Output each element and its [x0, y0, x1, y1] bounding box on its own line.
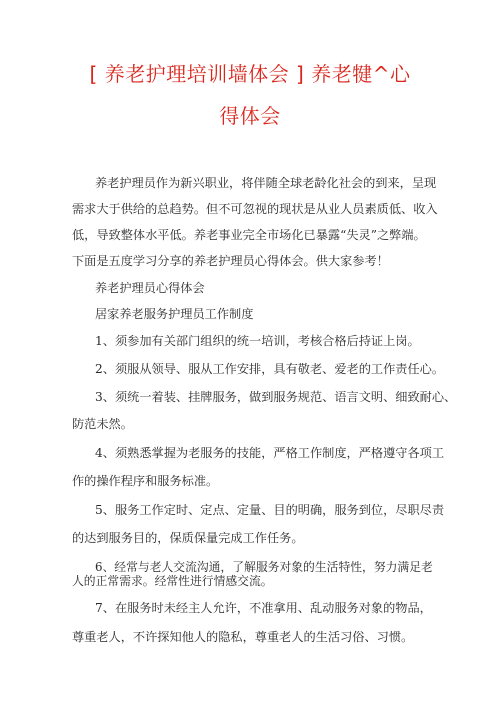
intro-line-1: 养老护理员作为新兴职业，将伴随全球老龄化社会的到来，呈现	[95, 176, 437, 190]
rule-7-line-1: 7、在服务时未经主人允许，不准拿用、乱动服务对象的物品，	[95, 601, 432, 615]
document-title-line-2: 得体会	[219, 104, 281, 128]
rule-5-line-2: 的达到服务目的，保质保量完成工作任务。	[72, 531, 304, 545]
intro-line-4: 下面是五度学习分享的养老护理员心得体会。供大家参考！	[72, 254, 389, 268]
subsection-title: 居家养老服务护理员工作制度	[95, 307, 254, 321]
intro-line-2: 需求大于供给的总趋势。但不可忽视的现状是从业人员素质低、收入	[72, 202, 438, 216]
rule-5-line-1: 5、服务工作定时、定点、定量、目的明确，服务到位，尽职尽责	[95, 503, 445, 517]
rule-7-line-2: 尊重老人，不许探知他人的隐私，尊重老人的生活习俗、习惯。	[72, 630, 414, 644]
rule-2: 2、须服从领导、服从工作安排，具有敬老、爱老的工作责任心。	[95, 362, 445, 376]
document-title-line-1: [ 养老护理培训墙体会 ] 养老犍^心	[89, 62, 411, 86]
rule-3-line-2: 防范未然。	[72, 417, 133, 431]
rule-3-line-1: 3、须统一着装、挂牌服务，做到服务规范、语言文明、细致耐心、	[95, 390, 457, 404]
rule-6-line-2: 人的正常需求。经常性进行情感交流。	[72, 574, 273, 588]
rule-6-line-1: 6、经常与老人交流沟通，了解服务对象的生活特性，努力满足老	[95, 560, 433, 574]
rule-4-line-2: 作的操作程序和服务标准。	[72, 474, 219, 488]
rule-4-line-1: 4、须熟悉掌握为老服务的技能，严格工作制度，严格遵守各项工	[95, 446, 445, 460]
rule-1: 1、须参加有关部门组织的统一培训，考核合格后持证上岗。	[95, 334, 420, 348]
intro-line-3: 低，导致整体水平低。养老事业完全市场化已暴露“失灵”之弊端。	[72, 228, 426, 242]
section-title: 养老护理员心得体会	[95, 281, 205, 295]
